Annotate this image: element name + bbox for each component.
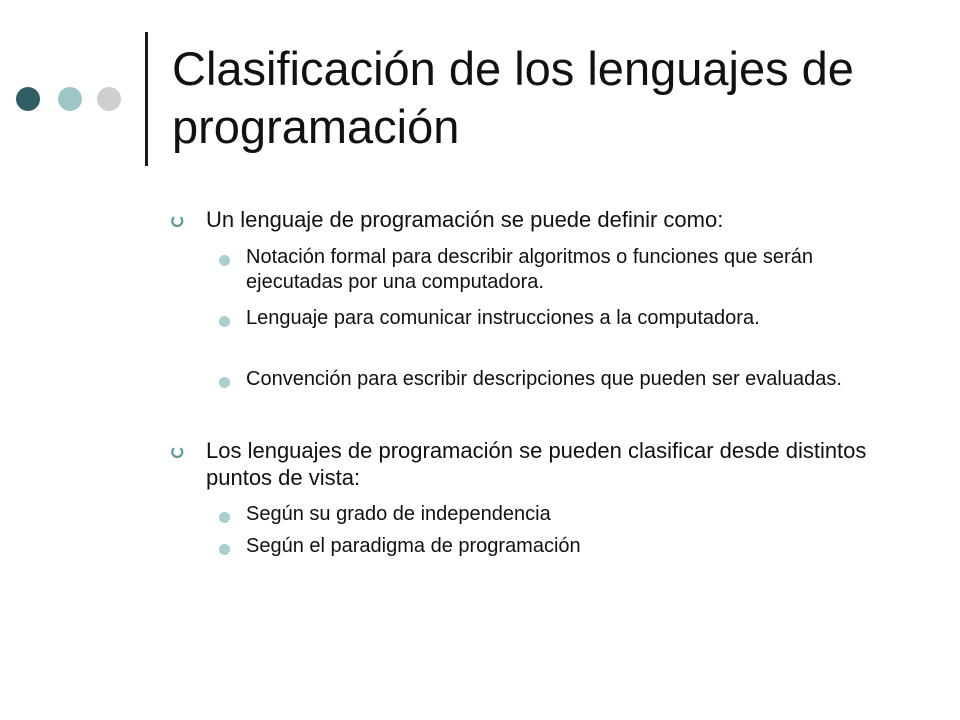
sub-list-item: Convención para escribir descripciones que pueden ser evaluadas. [246,368,842,390]
decorative-dot-dark [16,87,40,111]
sub-list-item: Según su grado de independencia [246,503,551,525]
slide-title: Clasificación de los lenguajes de programación [172,42,854,153]
dot-bullet-icon [219,255,230,266]
decorative-dot-grey [97,87,121,111]
sub-list-item: Lenguaje para comunicar instrucciones a la computadora. [246,307,760,329]
ring-bullet-icon [170,445,184,459]
title-divider [145,32,148,166]
list-item: Un lenguaje de programación se puede definir como: [206,207,724,232]
ring-bullet-icon [170,214,184,228]
dot-bullet-icon [219,377,230,388]
decorative-dot-teal [58,87,82,111]
dot-bullet-icon [219,316,230,327]
dot-bullet-icon [219,512,230,523]
dot-bullet-icon [219,544,230,555]
sub-list-item: Según el paradigma de programación [246,535,581,557]
list-item: Los lenguajes de programación se pueden clasificar desde distintos puntos de vista: [206,438,867,490]
sub-list-item: Notación formal para describir algoritmos o funciones que serán ejecutadas por una computadora. [246,246,813,293]
